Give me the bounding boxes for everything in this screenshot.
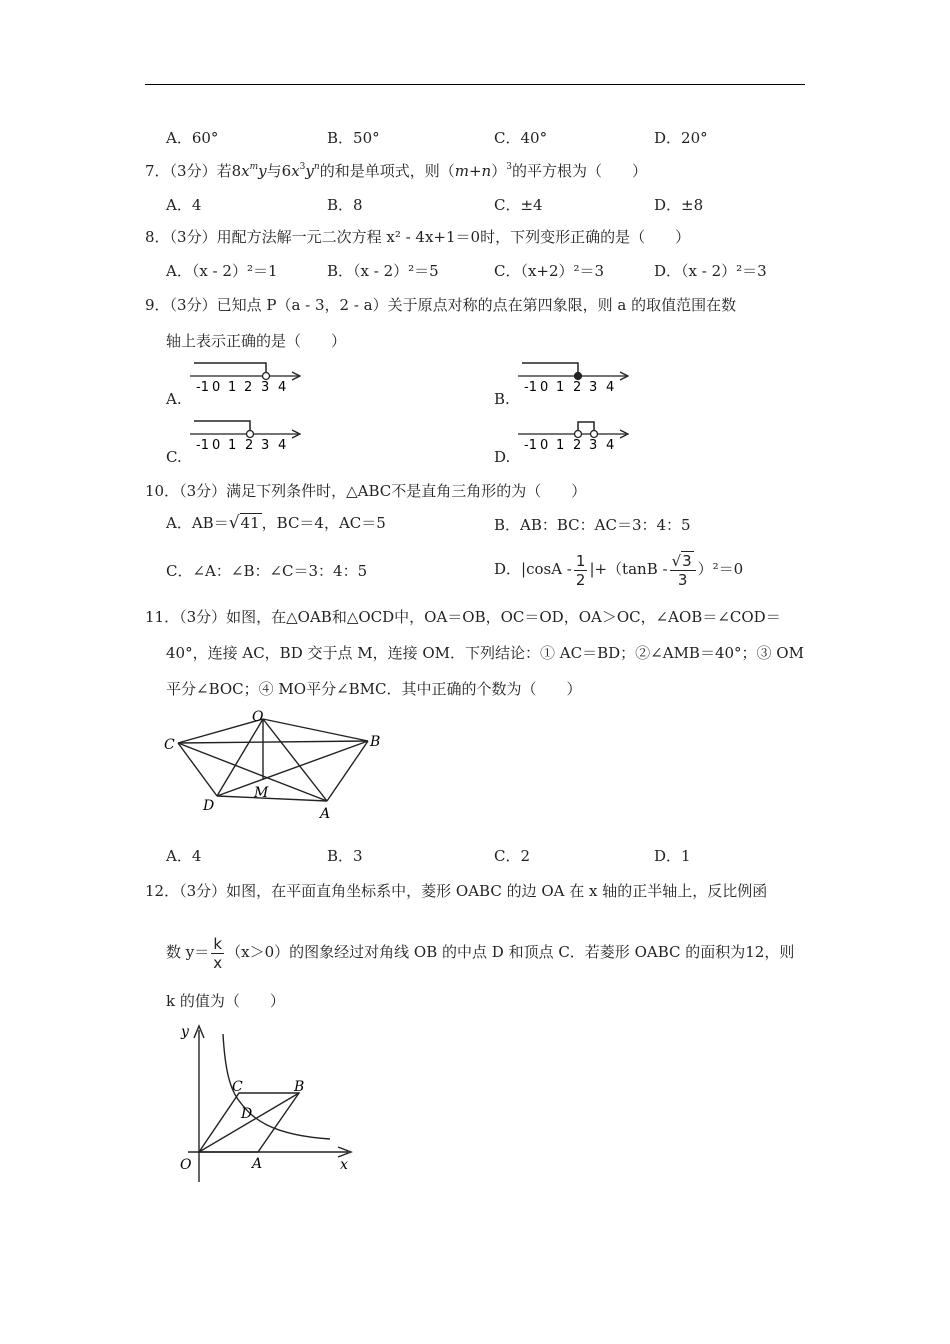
tick-label: 2 (573, 438, 582, 453)
tick-label: 2 (245, 438, 254, 453)
tick-label: 2 (573, 380, 582, 395)
q11-question-line3: 平分∠BOC；④ MO平分∠BMC．其中正确的个数为（ ） (166, 680, 582, 698)
tick-label: 3 (261, 380, 270, 395)
q9-option-c-letter: C. (166, 448, 182, 466)
tick-label: 0 (540, 380, 549, 395)
tick-label: 0 (540, 438, 549, 453)
q9-number-line-b (514, 356, 636, 398)
label-y: y (181, 1024, 189, 1040)
q7-option-b: B．8 (327, 196, 363, 214)
label-o: O (180, 1157, 192, 1173)
tick-label: 3 (589, 380, 598, 395)
label-d: D (203, 798, 215, 814)
q6-option-b: B．50° (327, 129, 380, 147)
diagonal-ob (199, 1093, 299, 1152)
tick-label: 1 (228, 380, 237, 395)
q11-figure (160, 704, 390, 824)
label-a: A (320, 806, 331, 822)
q10-option-c: C．∠A：∠B：∠C＝3：4：5 (166, 562, 368, 580)
q10-option-d: D．|cosA - $\frac{1}{2}$ |+（tanB - $\frac{√3}{3}$ ）²＝0 (494, 551, 744, 589)
segment-cb (178, 741, 368, 743)
q6-option-a: A．60° (166, 129, 219, 147)
label-o: O (252, 709, 264, 725)
q9-question-line2: 轴上表示正确的是（ ） (166, 332, 347, 350)
q10-question: 10．（3分）满足下列条件时，△ABC不是直角三角形的为（ ） (145, 482, 587, 500)
q11-question-line1: 11．（3分）如图，在△OAB和△OCD中，OA＝OB，OC＝OD，OA＞OC，∠AOB＝∠COD＝ (145, 608, 781, 626)
q12-question-line3: k 的值为（ ） (166, 992, 285, 1010)
label-d: D (241, 1106, 253, 1122)
header-rule (145, 84, 805, 85)
q7-question: 7．（3分）若$8x^my$与$6x^3y^n$的和是单项式，则$(m+n)^3$的平方根为（ ） (145, 162, 647, 180)
tick-label: 1 (556, 438, 565, 453)
label-c: C (164, 737, 175, 753)
q12-question-line1: 12．（3分）如图，在平面直角坐标系中，菱形 OABC 的边 OA 在 x 轴的正半轴上，反比例函 (145, 882, 768, 900)
q7-option-d: D．±8 (654, 196, 704, 214)
label-x: x (340, 1157, 348, 1173)
q9-option-b-letter: B. (494, 390, 510, 408)
q12-question-line2: 数 y＝ $\frac{k}{x}$ （x＞0）的图象经过对角线 OB 的中点 D 和顶点 C．若菱形 OABC 的面积为12，则 (166, 934, 795, 972)
q11-option-d: D．1 (654, 847, 691, 865)
q11-option-a: A．4 (166, 847, 202, 865)
label-a: A (252, 1156, 263, 1172)
tick-label: -1 (524, 380, 537, 395)
q9-option-d-letter: D. (494, 448, 511, 466)
q11-question-line2: 40°，连接 AC，BD 交于点 M，连接 OM．下列结论：① AC＝BD；②∠AMB＝40°；③ OM (166, 644, 804, 662)
q8-option-d: D．（x - 2）²＝3 (654, 262, 767, 280)
q12-figure (170, 1018, 360, 1184)
label-b: B (370, 734, 381, 750)
tick-label: 4 (278, 438, 287, 453)
tick-label: -1 (524, 438, 537, 453)
tick-label: 1 (228, 438, 237, 453)
q6-option-d: D．20° (654, 129, 708, 147)
tick-label: 3 (261, 438, 270, 453)
q7-option-a: A．4 (166, 196, 202, 214)
q9-question-line1: 9．（3分）已知点 P（a - 3，2 - a）关于原点对称的点在第四象限，则 a 的取值范围在数 (145, 296, 737, 314)
tick-label: 0 (212, 438, 221, 453)
tick-label: 4 (606, 438, 615, 453)
q9-option-a-letter: A. (166, 390, 182, 408)
tick-label: 0 (212, 380, 221, 395)
q8-option-b: B．（x - 2）²＝5 (327, 262, 439, 280)
q11-option-b: B．3 (327, 847, 363, 865)
q11-option-c: C．2 (494, 847, 531, 865)
q10-option-a: A．AB＝√41 ，BC＝4，AC＝5 (166, 513, 386, 533)
tick-label: -1 (196, 380, 209, 395)
q7-option-c: C．±4 (494, 196, 543, 214)
tick-label: 4 (278, 380, 287, 395)
q9-number-line-d (514, 414, 636, 456)
q8-option-a: A．（x - 2）²＝1 (166, 262, 278, 280)
q8-question: 8．（3分）用配方法解一元二次方程 x² - 4x+1＝0时，下列变形正确的是（ ） (145, 228, 691, 246)
tick-label: -1 (196, 438, 209, 453)
tick-label: 2 (244, 380, 253, 395)
segment-ba (327, 741, 368, 801)
q9-number-line-c (186, 414, 308, 456)
segment-ob (263, 719, 368, 741)
tick-label: 3 (589, 438, 598, 453)
tick-label: 4 (606, 380, 615, 395)
segment-da (217, 796, 327, 801)
q9-number-line-a (186, 356, 308, 398)
label-m: M (254, 785, 269, 801)
q6-option-c: C．40° (494, 129, 548, 147)
q10-option-b: B．AB：BC：AC＝3：4：5 (494, 516, 691, 534)
label-b: B (294, 1079, 305, 1095)
q8-option-c: C．（x+2）²＝3 (494, 262, 605, 280)
label-c: C (232, 1079, 243, 1095)
tick-label: 1 (556, 380, 565, 395)
